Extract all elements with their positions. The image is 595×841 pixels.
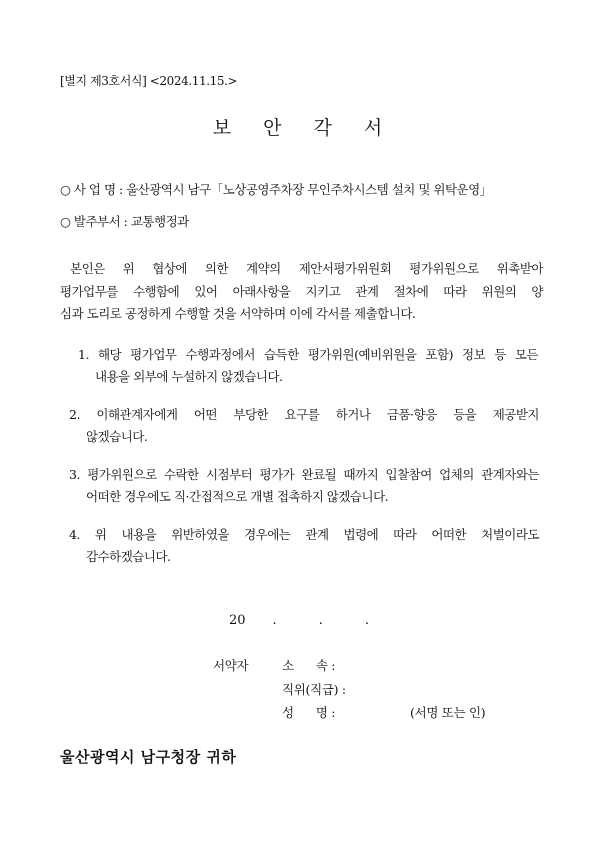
position-field: 직위(직급) : xyxy=(282,682,346,697)
form-label: [별지 제3호서식] <2024.11.15.> xyxy=(60,74,238,88)
pledge-item-1-line-2: 내용을 외부에 누설하지 않겠습니다. xyxy=(95,369,283,384)
document-title: 보 안 각 서 xyxy=(212,117,396,139)
pledge-item-1-line-1: 1. 해당 평가업무 수행과정에서 습득한 평가위원(예비위원을 포함) 정보 등 모든 xyxy=(78,347,538,362)
intro-line-2: 평가업무를 수행함에 있어 아래사항을 지키고 관계 절차에 따라 위원의 양 xyxy=(60,283,543,299)
signature-or-seal-note: (서명 또는 인) xyxy=(410,705,486,720)
date-line xyxy=(229,613,369,628)
pledge-item-2 xyxy=(69,404,539,448)
signer-label: 서약자 xyxy=(213,658,249,673)
pledge-item-2-line-1: 2. 이해관계자에게 어떤 부당한 요구를 하거나 금품·향응 등을 제공받지 xyxy=(69,407,539,422)
pledge-item-4 xyxy=(69,524,539,568)
date-dot-2: . xyxy=(318,613,323,628)
ordering-department-line: ○ 발주부서 : 교통행정과 xyxy=(60,214,189,229)
intro-line-3: 심과 도리로 공정하게 수행할 것을 서약하며 이에 각서를 제출합니다. xyxy=(60,306,416,321)
intro-line-1: 본인은 위 협상에 의한 계약의 제안서평가위원회 평가위원으로 위촉받아 xyxy=(70,261,543,276)
name-field: 성 명 : xyxy=(282,705,336,720)
addressee: 울산광역시 남구청장 귀하 xyxy=(60,748,237,766)
project-name-line: ○ 사 업 명 : 울산광역시 남구「노상공영주차장 무인주차시스템 설치 및 위탁운영」 xyxy=(60,182,492,197)
pledge-item-3-line-1: 3. 평가위원으로 수락한 시점부터 평가가 완료될 때까지 입찰참여 업체의 관계자와는 xyxy=(69,467,539,482)
pledge-intro-paragraph xyxy=(60,258,543,326)
pledge-item-3 xyxy=(69,464,539,508)
pledge-item-2-line-2: 않겠습니다. xyxy=(86,429,148,444)
affiliation-field: 소 속 : xyxy=(282,658,336,673)
date-dot-1: . xyxy=(272,613,277,628)
date-year: 20 xyxy=(229,613,246,628)
pledge-item-4-line-2: 감수하겠습니다. xyxy=(86,549,171,564)
pledge-item-3-line-2: 어떠한 경우에도 직·간접적으로 개별 접촉하지 않겠습니다. xyxy=(86,489,389,504)
date-dot-3: . xyxy=(364,613,369,628)
pledge-item-4-line-1: 4. 위 내용을 위반하였을 경우에는 관계 법령에 따라 어떠한 처벌이라도 xyxy=(69,527,539,542)
pledge-item-1 xyxy=(78,344,538,388)
